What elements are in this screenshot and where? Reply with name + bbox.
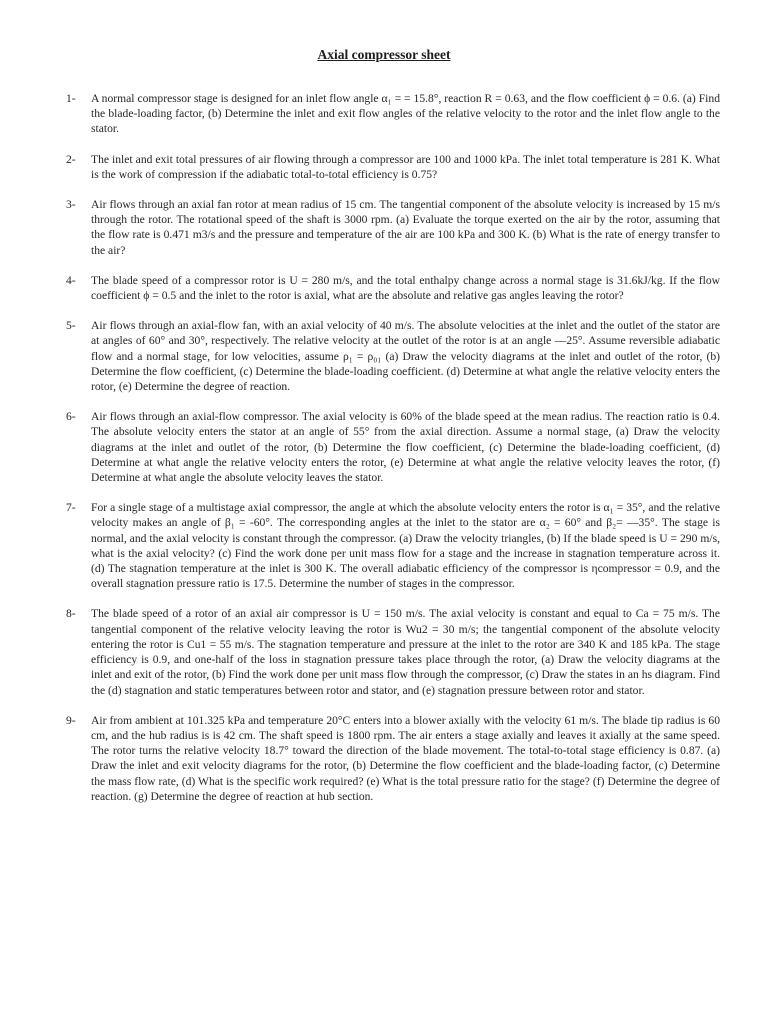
- problem-number: 1-: [66, 92, 76, 105]
- problem-number: 2-: [66, 152, 76, 166]
- problem-number: 3-: [66, 198, 76, 212]
- problem-number: 6-: [66, 410, 76, 424]
- problem-8: [66, 606, 720, 697]
- problem-5: [66, 318, 720, 394]
- problem-2: [66, 152, 720, 182]
- problem-1: [66, 91, 720, 137]
- problem-text: The blade speed of a rotor of an axial air compressor is U = 150 m/s. The axial velocity is constant and equal to Ca = 75 m/s. The tangential component of the relative velocity leaving the rotor is Wu2 = 30 m/s; the tangential component of the absolute velocity entering the rotor is Cu1 = 55 m/s. The stagnation temperature and pressure at the inlet to the rotor are 340 K and 185 kPa. The stage efficiency is 0.9, and one-half of the loss in stagnation pressure takes place through the rotor, (a) Draw the velocity diagrams at the inlet and exit of the rotor, (b) Find the work done per unit mass flow through the compressor, (c) Draw the states in an hs diagram. Find the (d) stagnation and static temperatures between rotor and stator, and (e) stagnation pressure between rotor and stator.: [91, 607, 720, 697]
- problem-list: [66, 91, 720, 819]
- problem-text: The blade speed of a compressor rotor is U = 280 m/s, and the total enthalpy change across a normal stage is 31.6kJ/kg. If the flow coefficient ϕ = 0.5 and the inlet to the rotor is axial, what are the absolute and relative gas angles leaving the rotor?: [91, 273, 720, 303]
- problem-4: [66, 273, 720, 303]
- problem-9: [66, 713, 720, 804]
- problem-number: 5-: [66, 319, 76, 333]
- problem-text: The inlet and exit total pressures of air flowing through a compressor are 100 and 1000 kPa. The inlet total temperature is 281 K. What is the work of compression if the adiabatic total-to-total efficiency is 0.75?: [91, 152, 720, 181]
- problem-number: 8-: [66, 607, 76, 621]
- problem-number: 7-: [66, 501, 76, 515]
- problem-text: Air flows through an axial-flow fan, with an axial velocity of 40 m/s. The absolute velocities at the inlet and the outlet of the stator are at angles of 60° and 30°, respectively. The relative velocity at the outlet of the rotor is at an angle —25°. Assume reversible adiabatic flow and a normal stage, for low velocities, assume ρ₁ = ρ₀₁ (a) Draw the velocity diagrams at the inlet and outlet of the rotor, (b) Determine the flow coefficient, (c) Determine the blade-loading coefficient. (d) Determine at what angle the relative velocity enters the rotor, (e) Determine the degree of reaction.: [91, 319, 720, 394]
- problem-number: 9-: [66, 713, 76, 727]
- problem-text: Air from ambient at 101.325 kPa and temperature 20°C enters into a blower axially with the velocity 61 m/s. The blade tip radius is 60 cm, and the hub radius is is 42 cm. The shaft speed is 1800 rpm. The air enters a stage axially and leaves it axially at the same speed. The rotor turns the relative velocity 18.7° toward the direction of the blade movement. The total-to-total stage efficiency is 0.87. (a) Draw the inlet and exit velocity diagrams for the rotor, (b) Determine the flow coefficient and the blade-loading factor, (c) Determine the mass flow rate, (d) What is the specific work required? (e) What is the total pressure ratio for the stage? (f) Determine the degree of reaction. (g) Determine the degree of reaction at hub section.: [91, 713, 720, 803]
- problem-7: [66, 500, 720, 591]
- problem-3: [66, 197, 720, 258]
- problem-text: For a single stage of a multistage axial compressor, the angle at which the absolute velocity enters the rotor is α₁ = 35°, and the relative velocity makes an angle of β₁ = -60°. The corresponding angles at the inlet to the stator are α₂ = 60° and β₂= —35°. The stage is normal, and the axial velocity is constant through the compressor. (a) Draw the velocity triangles, (b) If the blade speed is U = 290 m/s, what is the axial velocity? (c) Find the work done per unit mass flow for a stage and the increase in stagnation temperature across it. (d) The stagnation temperature at the inlet is 300 K. The overall adiabatic efficiency of the compressor is ηcompressor = 0.9, and the overall stagnation pressure ratio is 17.5. Determine the number of stages in the compressor.: [91, 501, 720, 591]
- problem-6: [66, 409, 720, 485]
- problem-text: Air flows through an axial-flow compressor. The axial velocity is 60% of the blade speed at the mean radius. The reaction ratio is 0.4. The absolute velocity enters the stator at an angle of 55° from the axial direction. Assume a normal stage, (a) Draw the velocity diagrams at the inlet and outlet of the rotor, (b) Determine the flow coefficient, (c) Determine the blade-loading coefficient, (d) Determine at what angle the relative velocity enters the rotor, (e) Determine at what angle the relative velocity leaves the rotor, (f) Determine at what angle the absolute velocity leaves the stator.: [91, 410, 720, 485]
- problem-text: A normal compressor stage is designed for an inlet flow angle α₁ = = 15.8°, reaction R = 0.63, and the flow coefficient ϕ = 0.6. (a) Find the blade-loading factor, (b) Determine the inlet and exit flow angles of the relative velocity to the rotor and the inlet flow angle to the stator.: [91, 92, 720, 136]
- problem-number: 4-: [66, 273, 76, 287]
- problem-text: Air flows through an axial fan rotor at mean radius of 15 cm. The tangential component of the absolute velocity is increased by 15 m/s through the rotor. The rotational speed of the shaft is 3000 rpm. (a) Evaluate the torque exerted on the air by the rotor, assuming that the flow rate is 0.471 m3/s and the pressure and temperature of the air are 100 kPa and 300 K. (b) What is the rate of energy transfer to the air?: [91, 198, 720, 257]
- sheet-title: Axial compressor sheet: [317, 47, 451, 62]
